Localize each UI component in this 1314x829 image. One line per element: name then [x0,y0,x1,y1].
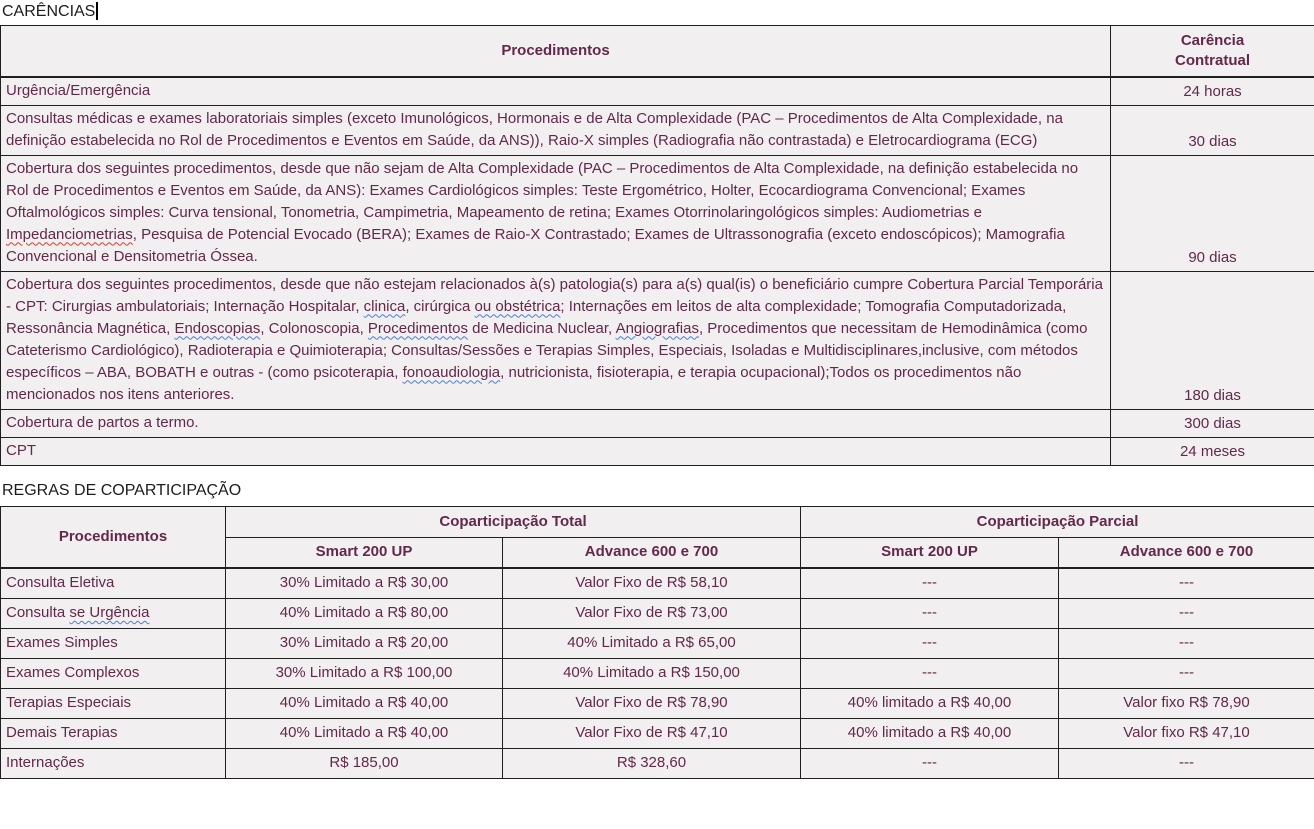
coparticipacao-value-cell[interactable]: --- [1059,568,1314,598]
misspelled-word: se Urgência [69,604,150,621]
procedure-cell[interactable] [1,155,1111,271]
coparticipacao-header-parcial[interactable]: Coparticipação Parcial [801,506,1314,537]
procedure-name-cell[interactable] [1,688,226,718]
misspelled-word: Impedanciometrias [6,225,133,243]
coparticipacao-group-header-row [1,506,1314,537]
coparticipacao-value-cell[interactable]: --- [1059,748,1314,778]
coparticipacao-table [0,506,1314,779]
misspelled-word: clinica [363,297,406,315]
text-run: Urgência/Emergência [6,81,151,99]
text-run: Consulta [6,604,70,621]
coparticipacao-row [1,748,1314,778]
procedure-name-cell[interactable] [1,628,226,658]
carencia-value-cell[interactable]: 90 dias [1111,155,1314,271]
coparticipacao-value-cell[interactable]: Valor fixo R$ 78,90 [1059,688,1314,718]
carencia-value-cell[interactable]: 24 meses [1111,437,1314,465]
text-run: Cobertura de partos a termo. [6,413,199,431]
carencias-header-carencia-contratual[interactable] [1111,26,1314,77]
carencia-header-line1: Carência [1180,31,1245,49]
coparticipacao-value-cell[interactable]: 30% Limitado a R$ 100,00 [226,658,503,688]
carencia-header-line2: Contratual [1175,51,1250,69]
coparticipacao-header-procedimentos[interactable]: Procedimentos [1,506,226,568]
coparticipacao-row [1,568,1314,598]
coparticipacao-value-cell[interactable]: --- [1059,658,1314,688]
text-run: Terapias Especiais [6,694,132,711]
text-run: , cirúrgica [405,297,475,315]
coparticipacao-value-cell[interactable]: --- [1059,628,1314,658]
text-run: Cobertura dos seguintes procedimentos, desde que não sejam de Alta Complexidade (PAC – Procedimentos de Alta Complexidade, na definição estabelecida no Rol de Procedimentos e Eventos em Saúde, da ANS): Exames Cardiológicos simples: Teste Ergométrico, Holter, Ecocardiograma Convencional; Exames Oftalmológicos simples: Curva tensional, Tonometria, Campimetria, Mapeamento de retina; Exames Otorrinolaringológicos simples: Audiometrias e [6,159,1079,221]
text-run: Exames Simples [6,634,118,651]
coparticipacao-value-cell[interactable]: 30% Limitado a R$ 30,00 [226,568,503,598]
text-cursor [96,2,98,20]
procedure-cell[interactable] [1,409,1111,437]
coparticipacao-row [1,598,1314,628]
text-run: Demais Terapias [6,724,118,741]
coparticipacao-row [1,658,1314,688]
text-run: , nutricionista, fisioterapia, e terapia ocupacional);Todos os procedimentos não mencionados nos itens anteriores. [6,363,1022,403]
text-run: Cobertura dos seguintes procedimentos, desde que não estejam relacionados à(s) patologia(s) para a(s) qual(is) o beneficiário cumpre Cobertura Parcial Temporária - CPT: Cirurgias ambulatoriais; Internação Hospitalar, [6,275,1103,315]
carencias-title-text: CARÊNCIAS [2,3,96,20]
coparticipacao-value-cell[interactable]: 40% Limitado a R$ 40,00 [226,718,503,748]
coparticipacao-value-cell[interactable]: 40% Limitado a R$ 150,00 [503,658,801,688]
carencia-value-cell[interactable]: 180 dias [1111,271,1314,409]
procedure-name-cell[interactable] [1,598,226,628]
misspelled-word: Procedimentos [367,319,468,337]
coparticipacao-value-cell[interactable]: Valor Fixo de R$ 78,90 [503,688,801,718]
carencia-value-cell[interactable]: 300 dias [1111,409,1314,437]
coparticipacao-value-cell[interactable]: Valor fixo R$ 47,10 [1059,718,1314,748]
text-run: Exames Complexos [6,664,140,681]
coparticipacao-value-cell[interactable]: 40% limitado a R$ 40,00 [801,688,1059,718]
procedure-name-cell[interactable] [1,748,226,778]
coparticipacao-value-cell[interactable]: R$ 185,00 [226,748,503,778]
text-run: Consultas médicas e exames laboratoriais simples (exceto Imunológicos, Hormonais e de Alta Complexidade (PAC – Procedimentos de Alta Complexidade, na definição estabelecida no Rol de Procedimentos e Eventos em Saúde, da ANS)), Raio-X simples (Radiografia não contrastada) e Eletrocardiograma (ECG) [6,109,1063,149]
procedure-name-cell[interactable] [1,568,226,598]
misspelled-word: Endoscopias [174,319,261,337]
text-run: CPT [6,441,36,459]
coparticipacao-value-cell[interactable]: --- [801,568,1059,598]
subheader-total-advance-600-700[interactable]: Advance 600 e 700 [503,537,801,568]
carencias-row [1,155,1314,271]
text-run: , Colonoscopia, [260,319,368,337]
text-run: ; Internações em leitos de alta complexidade; Tomografia Computadorizada, Ressonância Magnética, [6,297,1067,337]
subheader-parcial-smart-200-up[interactable]: Smart 200 UP [801,537,1059,568]
misspelled-word: fonoaudiologia [402,363,501,381]
procedure-cell[interactable] [1,77,1111,106]
carencias-row [1,271,1314,409]
coparticipacao-row [1,628,1314,658]
carencia-value-cell[interactable]: 24 horas [1111,77,1314,106]
carencias-table [0,25,1314,466]
coparticipacao-value-cell[interactable]: --- [801,598,1059,628]
text-run: de Medicina Nuclear, [467,319,616,337]
procedure-cell[interactable] [1,105,1111,155]
carencias-row [1,437,1314,465]
coparticipacao-value-cell[interactable]: --- [801,628,1059,658]
text-run: Consulta Eletiva [6,574,115,592]
coparticipacao-value-cell[interactable]: R$ 328,60 [503,748,801,778]
procedure-name-cell[interactable] [1,718,226,748]
coparticipacao-value-cell[interactable]: 40% Limitado a R$ 80,00 [226,598,503,628]
subheader-parcial-advance-600-700[interactable]: Advance 600 e 700 [1059,537,1314,568]
coparticipacao-value-cell[interactable]: Valor Fixo de R$ 58,10 [503,568,801,598]
coparticipacao-value-cell[interactable]: 40% Limitado a R$ 65,00 [503,628,801,658]
text-run: , Procedimentos que necessitam de Hemodinâmica (como Cateterismo Cardiológico), Radioterapia e Quimioterapia; Consultas/Sessões e Terapias Simples, Especiais, Isoladas e Multidisciplinares,inclusive, com métodos específicos – ABA, BOBATH e outras - (como psicoterapia, [6,319,1088,381]
coparticipacao-header-total[interactable]: Coparticipação Total [226,506,801,537]
carencias-row [1,409,1314,437]
misspelled-word: Angiografias [615,319,699,337]
coparticipacao-value-cell[interactable]: 40% limitado a R$ 40,00 [801,718,1059,748]
coparticipacao-section-title[interactable]: REGRAS DE COPARTICIPAÇÃO [2,481,242,499]
carencia-value-cell[interactable]: 30 dias [1111,105,1314,155]
coparticipacao-row [1,688,1314,718]
procedure-cell[interactable] [1,437,1111,465]
carencias-header-procedimentos[interactable]: Procedimentos [1,26,1111,77]
text-run: , Pesquisa de Potencial Evocado (BERA); Exames de Raio-X Contrastado; Exames de Ultrassonografia (exceto endoscópicos); Mamografia Convencional e Densitometria Óssea. [6,225,1065,265]
carencias-row [1,105,1314,155]
carencias-row [1,77,1314,106]
subheader-total-smart-200-up[interactable]: Smart 200 UP [226,537,503,568]
text-run: Internações [6,754,85,771]
coparticipacao-value-cell[interactable]: --- [801,658,1059,688]
carencias-section-title[interactable] [0,0,1314,25]
coparticipacao-row [1,718,1314,748]
coparticipacao-value-cell[interactable]: Valor Fixo de R$ 47,10 [503,718,801,748]
coparticipacao-value-cell[interactable]: Valor Fixo de R$ 73,00 [503,598,801,628]
coparticipacao-value-cell[interactable]: 30% Limitado a R$ 20,00 [226,628,503,658]
coparticipacao-value-cell[interactable]: 40% Limitado a R$ 40,00 [226,688,503,718]
coparticipacao-value-cell[interactable]: --- [801,748,1059,778]
procedure-cell[interactable] [1,271,1111,409]
procedure-name-cell[interactable] [1,658,226,688]
carencias-header-row [1,26,1314,77]
misspelled-word: ou obstétrica [474,297,561,315]
coparticipacao-value-cell[interactable]: --- [1059,598,1314,628]
